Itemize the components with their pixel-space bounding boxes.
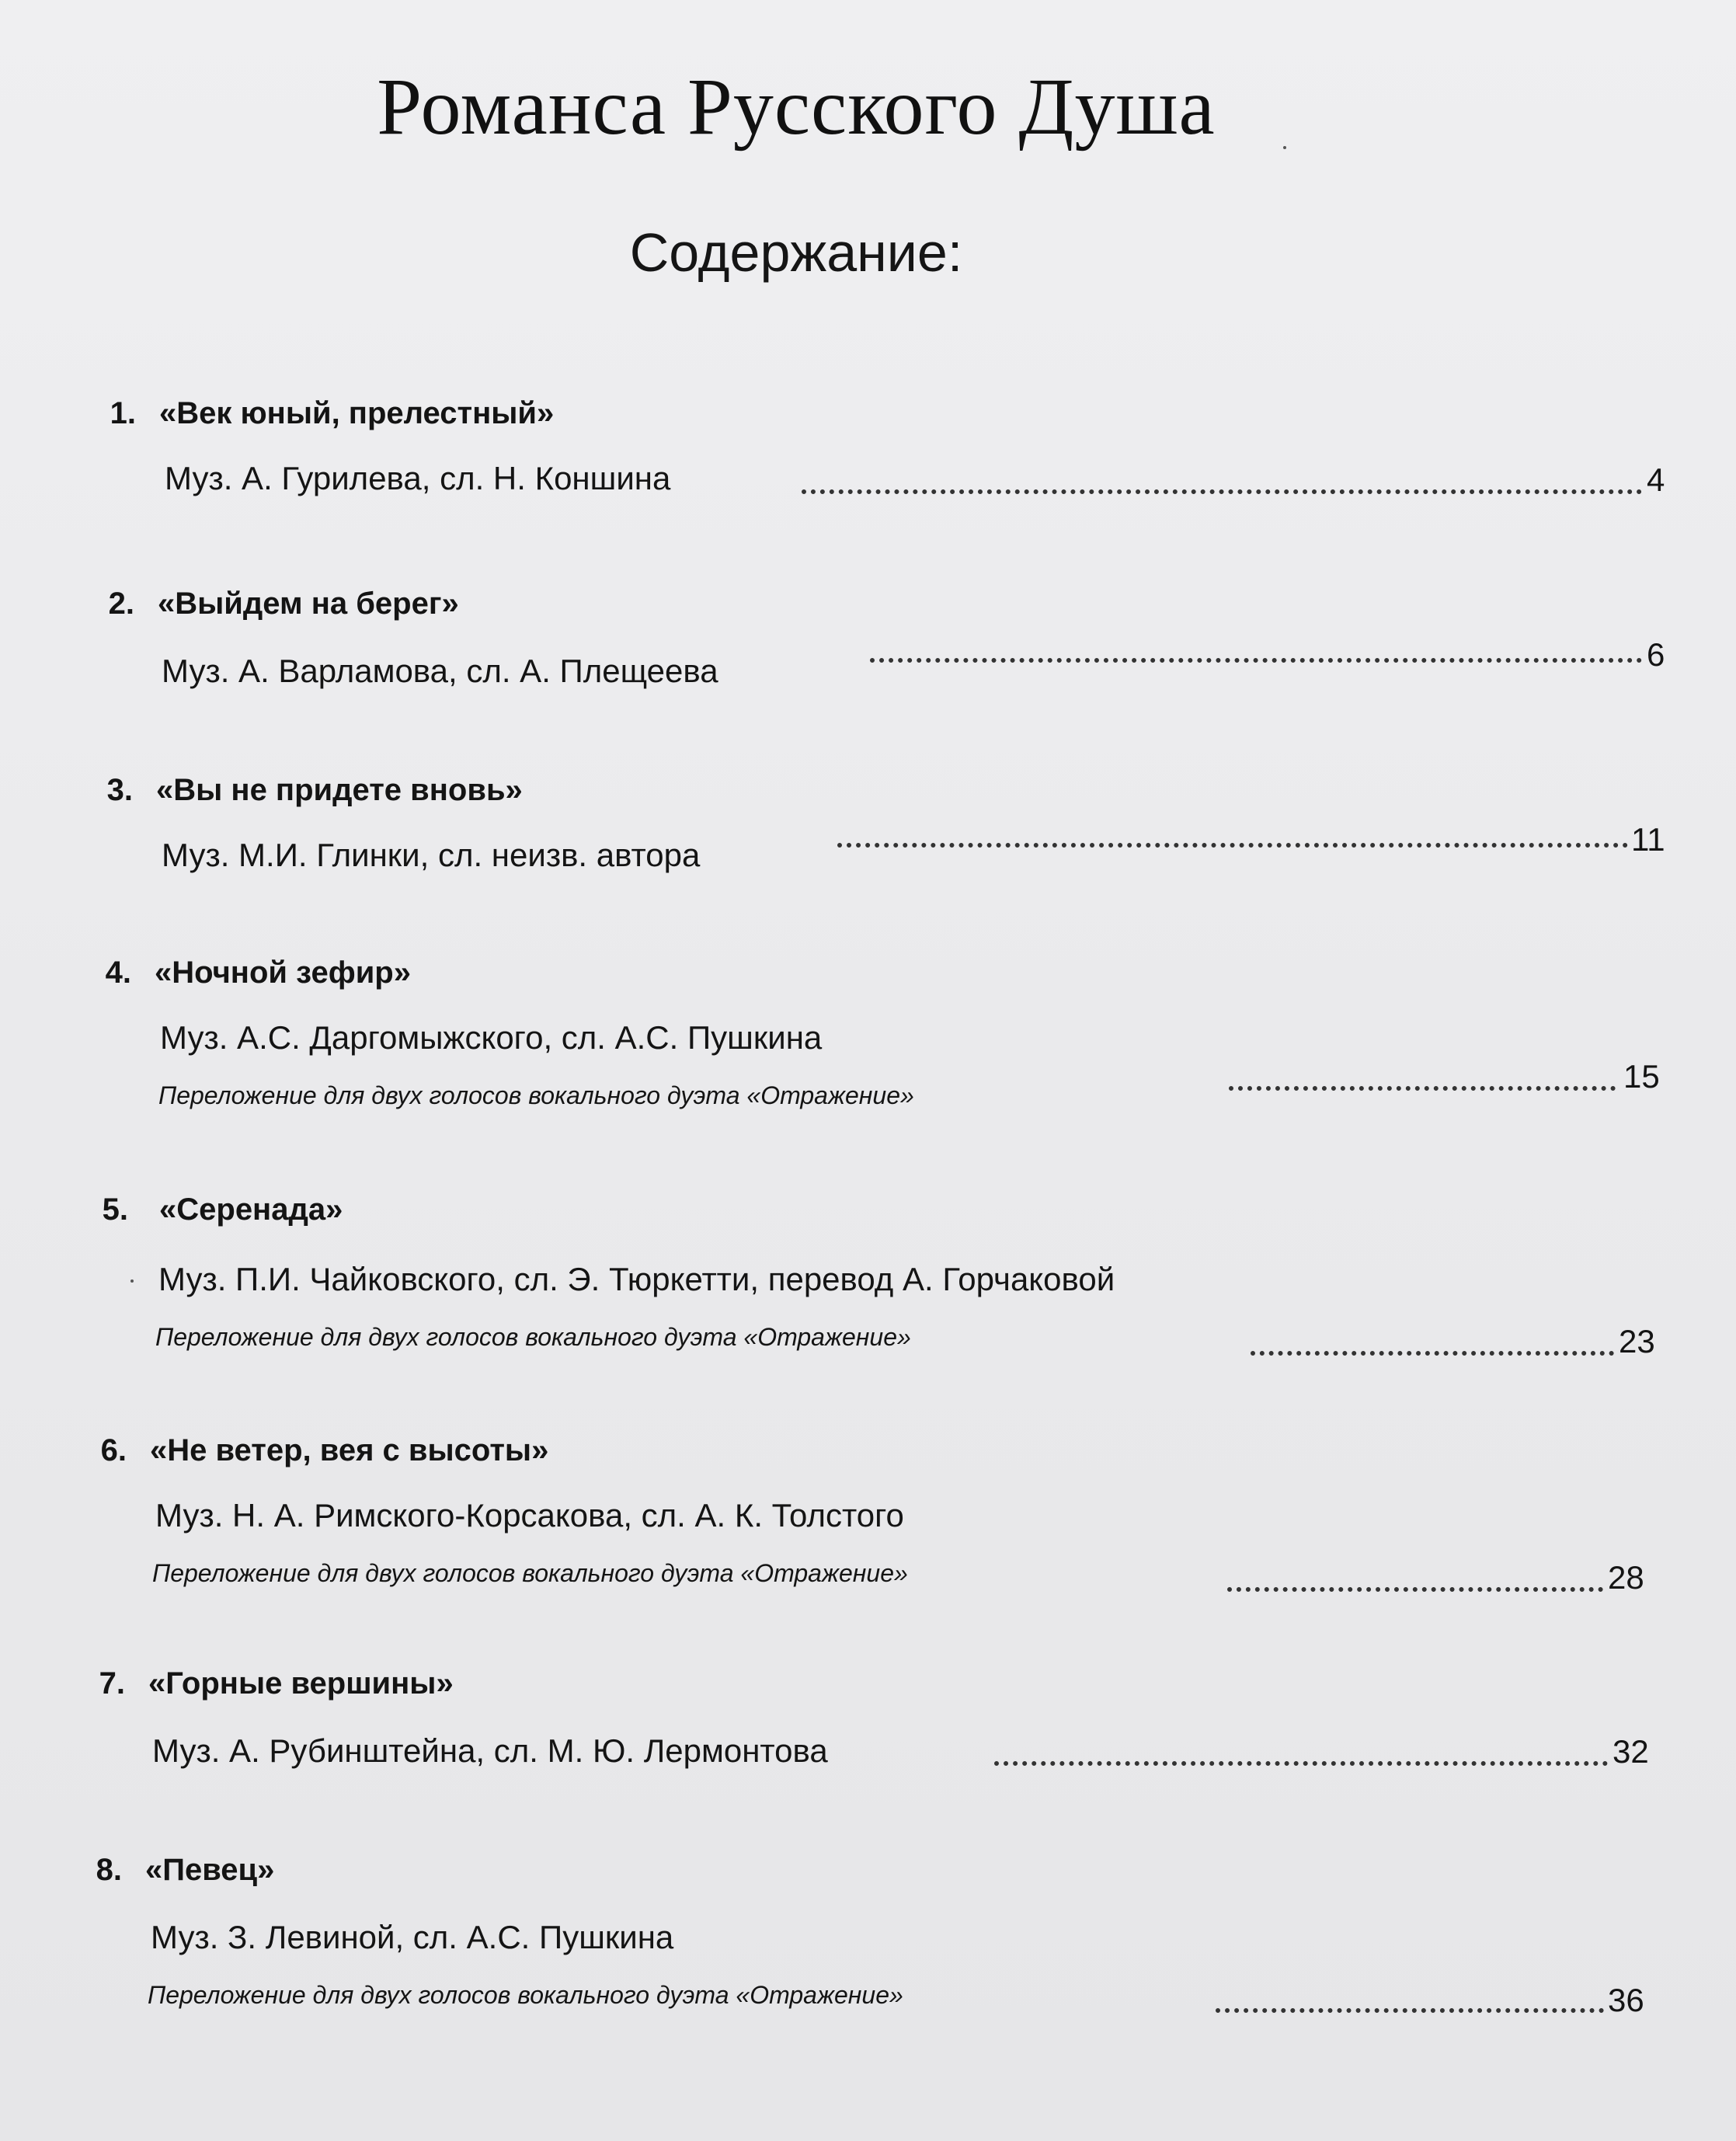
- toc-entry-page: 4: [1647, 461, 1665, 498]
- toc-entry-number: 7.: [99, 1666, 125, 1701]
- toc-entry-note: Переложение для двух голосов вокального дуэта «Отражение»: [148, 1981, 903, 2009]
- toc-entry-number: 8.: [96, 1853, 122, 1887]
- toc-entry-credit: Муз. Н. А. Римского-Корсакова, сл. А. К. Толстого: [155, 1497, 904, 1534]
- dot-leader: [837, 837, 1628, 848]
- toc-entry-page: 32: [1612, 1733, 1649, 1770]
- dot-leader: [870, 652, 1642, 663]
- dot-leader: [1216, 2002, 1604, 2013]
- toc-entry-credit: Муз. А. Рубинштейна, сл. М. Ю. Лермонтова: [152, 1732, 828, 1769]
- toc-entry-title: «Ночной зефир»: [155, 956, 411, 990]
- toc-entry-title: «Не ветер, вея с высоты»: [150, 1433, 549, 1467]
- toc-entry-heading: [68, 587, 459, 621]
- toc-entry-heading: [61, 1433, 548, 1468]
- toc-entry-title: «Горные вершины»: [148, 1666, 454, 1701]
- toc-entry-number: 6.: [100, 1433, 127, 1467]
- toc-entry-heading: [65, 956, 411, 990]
- toc-entry-heading: [62, 1192, 343, 1227]
- toc-entry-credit: Муз. П.И. Чайковского, сл. Э. Тюркетти, перевод А. Горчаковой: [158, 1261, 1115, 1297]
- dot-leader: [1251, 1345, 1614, 1356]
- toc-entry-page: 11: [1631, 821, 1665, 858]
- toc-entry-page: 15: [1623, 1058, 1660, 1095]
- contents-heading: Содержание:: [629, 222, 963, 283]
- toc-entry-title: «Серенада»: [159, 1192, 343, 1227]
- toc-entry-page: 28: [1608, 1559, 1644, 1596]
- toc-entry-number: 2.: [108, 587, 134, 621]
- toc-entry-note: Переложение для двух голосов вокального дуэта «Отражение»: [158, 1081, 914, 1109]
- toc-entry-page: 6: [1647, 636, 1665, 673]
- page-title: Романса Русского Душа: [377, 62, 1216, 151]
- toc-entry-number: 1.: [110, 396, 136, 430]
- toc-entry-heading: [70, 396, 554, 431]
- toc-entry-note: Переложение для двух голосов вокального дуэта «Отражение»: [155, 1323, 911, 1351]
- toc-entry-number: 3.: [106, 773, 133, 807]
- toc-entry-number: 5.: [102, 1192, 128, 1227]
- toc-entry-credit: Муз. А. Варламова, сл. А. Плещеева: [162, 653, 718, 689]
- toc-entry-credit: Муз. А. Гурилева, сл. Н. Коншина: [165, 460, 671, 496]
- toc-entry-number: 4.: [105, 956, 131, 990]
- toc-entry-heading: [59, 1666, 454, 1701]
- toc-entry-page: 23: [1619, 1323, 1655, 1359]
- dot-leader: [994, 1755, 1608, 1766]
- dot-leader: [1227, 1581, 1603, 1592]
- toc-entry-page: 36: [1608, 1982, 1644, 2018]
- toc-entry-title: «Певец»: [145, 1853, 275, 1887]
- toc-entry-credit: Муз. М.И. Глинки, сл. неизв. автора: [162, 837, 701, 873]
- toc-entry-credit: Муз. А.С. Даргомыжского, сл. А.С. Пушкина: [160, 1019, 823, 1056]
- dot-leader: [802, 483, 1642, 494]
- toc-entry-heading: [56, 1853, 274, 1888]
- paper-speck: [130, 1279, 134, 1283]
- toc-entry-credit: Муз. З. Левиной, сл. А.С. Пушкина: [151, 1919, 674, 1955]
- paper-speck: [1283, 146, 1286, 149]
- toc-entry-heading: [67, 773, 523, 808]
- toc-entry-title: «Век юный, прелестный»: [159, 396, 555, 430]
- toc-entry-title: «Вы не придете вновь»: [156, 773, 523, 807]
- toc-entry-title: «Выйдем на берег»: [158, 587, 459, 621]
- dot-leader: [1229, 1080, 1616, 1091]
- toc-entry-note: Переложение для двух голосов вокального дуэта «Отражение»: [152, 1559, 908, 1587]
